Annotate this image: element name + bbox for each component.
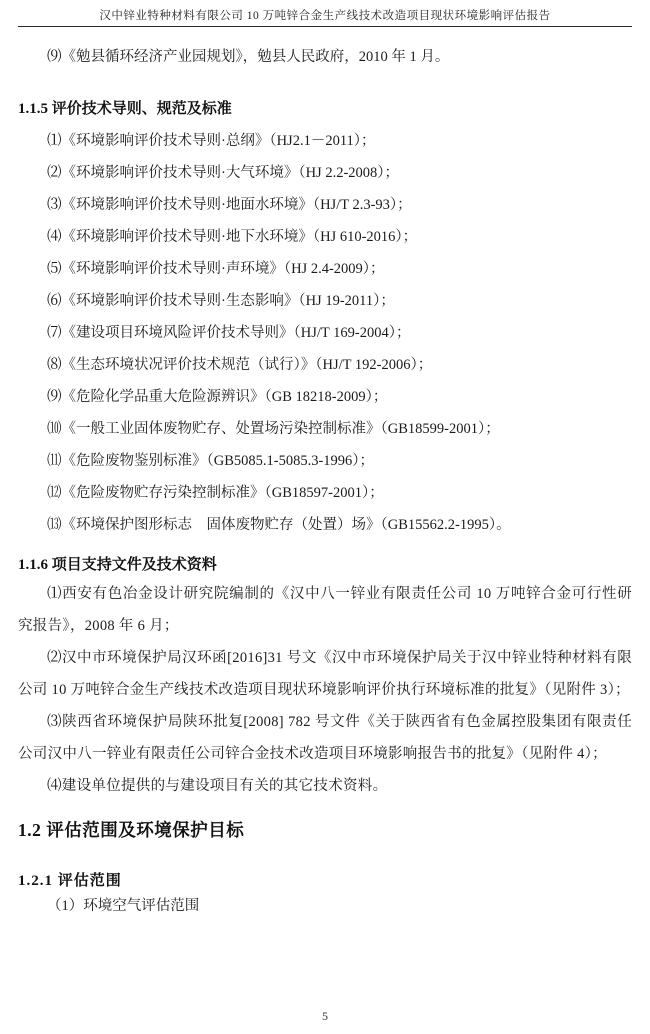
support-doc-paragraph: ⑵汉中市环境保护局汉环函[2016]31 号文《汉中市环境保护局关于汉中锌业特种材料有限公司 10 万吨锌合金生产线技术改造项目现状环境影响评价执行环境标准的批复》（见附件 3）； [18, 650, 632, 698]
standard-item: ⑴《环境影响评价技术导则·总纲》（HJ2.1－2011）； [47, 133, 376, 149]
standard-item: ⑿《危险废物贮存污染控制标准》（GB18597-2001）； [47, 485, 384, 501]
support-doc-paragraph: ⑶陕西省环境保护局陕环批复[2008] 782 号文件《关于陕西省有色金属控股集团有限责任公司汉中八一锌业有限责任公司锌合金技术改造项目环境影响报告书的批复》（见附件 4）； [18, 714, 632, 762]
standard-item: ⑵《环境影响评价技术导则·大气环境》（HJ 2.2-2008）； [47, 165, 400, 181]
standard-item: ⑶《环境影响评价技术导则·地面水环境》（HJ/T 2.3-93）； [47, 197, 412, 213]
report-header-title: 汉中锌业特种材料有限公司 10 万吨锌合金生产线技术改造项目现状环境影响评估报告 [18, 0, 632, 27]
support-doc-paragraph: ⑷建设单位提供的与建设项目有关的其它技术资料。 [47, 778, 388, 794]
section-heading-1-2: 1.2 评估范围及环境保护目标 [18, 820, 245, 840]
section-heading-1-1-5: 1.1.5 评价技术导则、规范及标准 [18, 101, 232, 117]
standards-list [18, 125, 632, 541]
page-number: 5 [322, 1009, 328, 1023]
section-heading-1-2-1: 1.2.1 评估范围 [18, 873, 122, 889]
standard-item: ⑹《环境影响评价技术导则·生态影响》（HJ 19-2011）； [47, 293, 395, 309]
section-heading-1-1-6: 1.1.6 项目支持文件及技术资料 [18, 557, 217, 573]
reference-item-9-carryover: ⑼《勉县循环经济产业园规划》，勉县人民政府，2010 年 1 月。 [47, 49, 450, 65]
standard-item: ⑷《环境影响评价技术导则·地下水环境》（HJ 610-2016）； [47, 229, 418, 245]
standard-item: ⑺《建设项目环境风险评价技术导则》（HJ/T 169-2004）； [47, 325, 411, 341]
standard-item: ⑾《危险废物鉴别标准》（GB5085.1-5085.3-1996）； [47, 453, 375, 469]
standard-item: ⑼《危险化学品重大危险源辨识》（GB 18218-2009）； [47, 389, 388, 405]
subsection-item-air-scope: （1）环境空气评估范围 [47, 898, 200, 914]
support-doc-paragraph: ⑴西安有色冶金设计研究院编制的《汉中八一锌业有限责任公司 10 万吨锌合金可行性研究报告》，2008 年 6 月； [18, 586, 632, 634]
standard-item: ⑸《环境影响评价技术导则·声环境》（HJ 2.4-2009）； [47, 261, 385, 277]
standard-item: ⑻《生态环境状况评价技术规范（试行）》（HJ/T 192-2006）； [47, 357, 433, 373]
standard-item: ⑽《一般工业固体废物贮存、处置场污染控制标准》（GB18599-2001）； [47, 421, 500, 437]
standard-item: ⒀《环境保护图形标志 固体废物贮存（处置）场》（GB15562.2-1995）。 [47, 517, 511, 533]
support-documents [18, 578, 632, 802]
